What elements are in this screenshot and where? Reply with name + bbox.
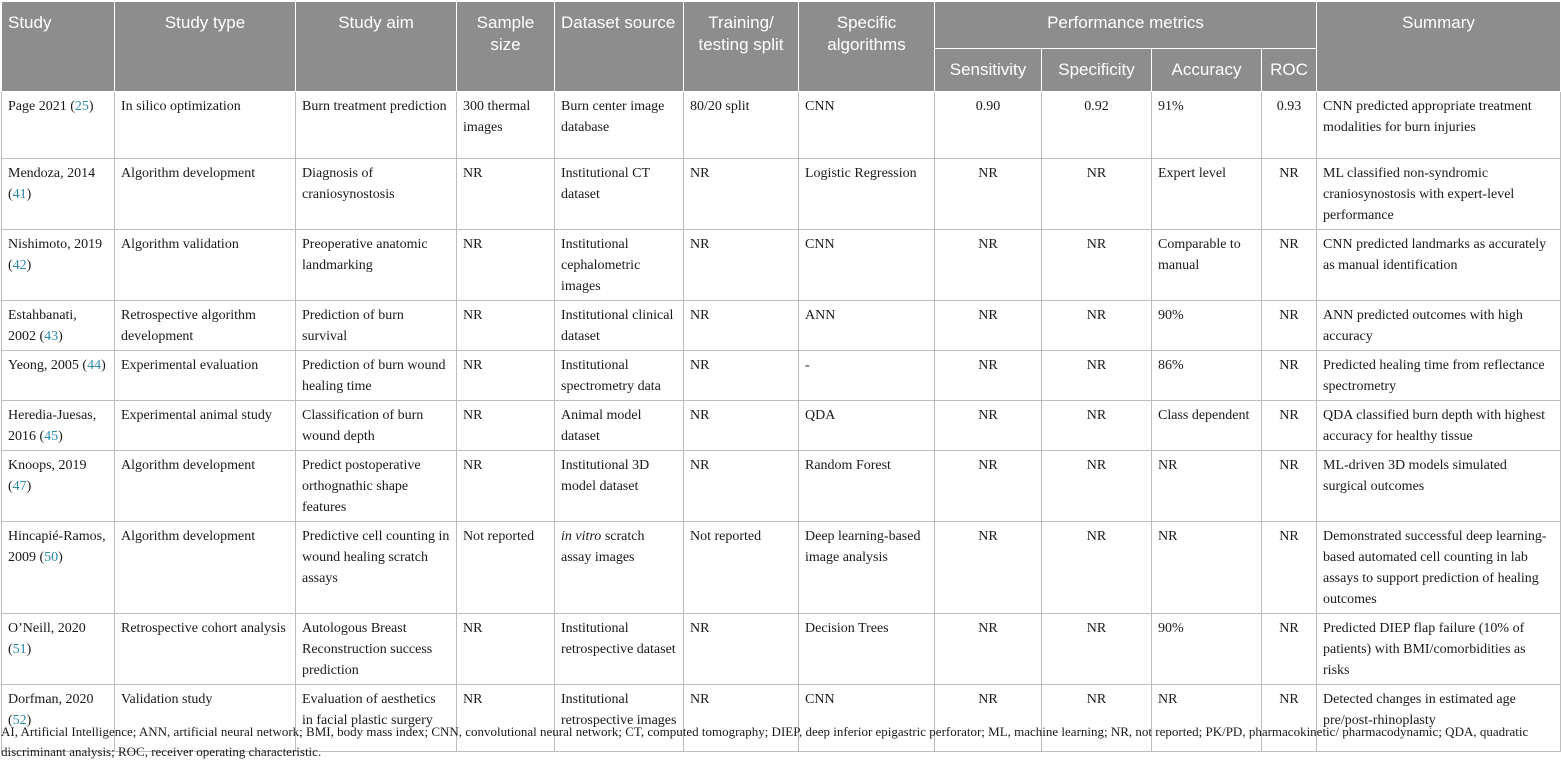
roc-cell: NR bbox=[1262, 351, 1317, 401]
dataset-source-cell: Animal model dataset bbox=[555, 401, 684, 451]
table-footnote: AI, Artificial Intelligence; ANN, artificial neural network; BMI, body mass index; CNN, convolutional neural network; CT, computed tomography; DIEP, deep inferior epigastric perforator; ML, machine learning; NR, not reported; PK/PD, pharmacokinetic/ pharmacodynamic; QDA, quadratic discriminant analysis; ROC, receiver operating characteristic. bbox=[1, 724, 1529, 759]
roc-cell: NR bbox=[1262, 401, 1317, 451]
accuracy-cell: Class dependent bbox=[1152, 401, 1262, 451]
table-row bbox=[2, 230, 1561, 301]
training-split-cell: 80/20 split bbox=[684, 92, 799, 159]
study-aim-cell: Predict postoperative orthognathic shape features bbox=[296, 451, 457, 522]
roc-cell: NR bbox=[1262, 522, 1317, 614]
sample-size-cell: NR bbox=[457, 401, 555, 451]
study-cell: Dorfman, 2020 (52) bbox=[2, 685, 115, 752]
dataset-source-cell: Institutional clinical dataset bbox=[555, 301, 684, 351]
header-training-split: Training/ testing split bbox=[684, 2, 799, 92]
reference-link[interactable]: 43 bbox=[44, 329, 59, 344]
algorithm-cell: QDA bbox=[799, 401, 935, 451]
roc-cell: NR bbox=[1262, 451, 1317, 522]
roc-cell: NR bbox=[1262, 614, 1317, 685]
study-type-cell: Retrospective cohort analysis bbox=[115, 614, 296, 685]
study-cell: Yeong, 2005 (44) bbox=[2, 351, 115, 401]
training-split-cell: NR bbox=[684, 614, 799, 685]
accuracy-cell: Expert level bbox=[1152, 159, 1262, 230]
algorithm-cell: Decision Trees bbox=[799, 614, 935, 685]
summary-cell: ML classified non-syndromic craniosynostosis with expert-level performance bbox=[1317, 159, 1561, 230]
sensitivity-cell: NR bbox=[935, 685, 1042, 752]
study-type-cell: Algorithm development bbox=[115, 451, 296, 522]
sample-size-cell: NR bbox=[457, 451, 555, 522]
sensitivity-cell: NR bbox=[935, 301, 1042, 351]
accuracy-cell: 86% bbox=[1152, 351, 1262, 401]
summary-cell: Detected changes in estimated age pre/post-rhinoplasty bbox=[1317, 685, 1561, 752]
sensitivity-cell: NR bbox=[935, 451, 1042, 522]
sensitivity-cell: NR bbox=[935, 159, 1042, 230]
header-study: Study bbox=[2, 2, 115, 92]
header-sample-size: Sample size bbox=[457, 2, 555, 92]
study-aim-cell: Predictive cell counting in wound healing scratch assays bbox=[296, 522, 457, 614]
specificity-cell: NR bbox=[1042, 230, 1152, 301]
study-aim-cell: Burn treatment prediction bbox=[296, 92, 457, 159]
summary-cell: Predicted DIEP flap failure (10% of patients) with BMI/comorbidities as risks bbox=[1317, 614, 1561, 685]
sensitivity-cell: NR bbox=[935, 522, 1042, 614]
study-type-cell: In silico optimization bbox=[115, 92, 296, 159]
dataset-source-cell: Institutional CT dataset bbox=[555, 159, 684, 230]
sample-size-cell: 300 thermal images bbox=[457, 92, 555, 159]
specificity-cell: 0.92 bbox=[1042, 92, 1152, 159]
table-row bbox=[2, 451, 1561, 522]
reference-link[interactable]: 45 bbox=[44, 429, 59, 444]
header-performance-metrics: Performance metrics bbox=[935, 2, 1317, 49]
summary-cell: ANN predicted outcomes with high accuracy bbox=[1317, 301, 1561, 351]
sensitivity-cell: NR bbox=[935, 351, 1042, 401]
dataset-source-cell: in vitro scratch assay images bbox=[555, 522, 684, 614]
accuracy-cell: Comparable to manual bbox=[1152, 230, 1262, 301]
study-aim-cell: Classification of burn wound depth bbox=[296, 401, 457, 451]
summary-cell: CNN predicted appropriate treatment modalities for burn injuries bbox=[1317, 92, 1561, 159]
algorithm-cell: Random Forest bbox=[799, 451, 935, 522]
header-dataset-source: Dataset source bbox=[555, 2, 684, 92]
table-row bbox=[2, 301, 1561, 351]
algorithm-cell: CNN bbox=[799, 92, 935, 159]
header-accuracy: Accuracy bbox=[1152, 49, 1262, 92]
study-type-cell: Algorithm development bbox=[115, 159, 296, 230]
sensitivity-cell: 0.90 bbox=[935, 92, 1042, 159]
header-roc: ROC bbox=[1262, 49, 1317, 92]
algorithm-cell: Logistic Regression bbox=[799, 159, 935, 230]
study-aim-cell: Prediction of burn wound healing time bbox=[296, 351, 457, 401]
algorithm-cell: CNN bbox=[799, 685, 935, 752]
reference-link[interactable]: 52 bbox=[12, 713, 27, 728]
reference-link[interactable]: 25 bbox=[74, 99, 89, 114]
roc-cell: 0.93 bbox=[1262, 92, 1317, 159]
studies-table bbox=[1, 1, 1561, 752]
header-sensitivity: Sensitivity bbox=[935, 49, 1042, 92]
accuracy-cell: NR bbox=[1152, 451, 1262, 522]
sample-size-cell: NR bbox=[457, 230, 555, 301]
dataset-source-cell: Institutional retrospective dataset bbox=[555, 614, 684, 685]
study-cell: Knoops, 2019 (47) bbox=[2, 451, 115, 522]
study-cell: Heredia-Juesas, 2016 (45) bbox=[2, 401, 115, 451]
header-specificity: Specificity bbox=[1042, 49, 1152, 92]
specificity-cell: NR bbox=[1042, 159, 1152, 230]
dataset-source-cell: Burn center image database bbox=[555, 92, 684, 159]
accuracy-cell: 91% bbox=[1152, 92, 1262, 159]
sample-size-cell: NR bbox=[457, 614, 555, 685]
header-study-type: Study type bbox=[115, 2, 296, 92]
reference-link[interactable]: 42 bbox=[12, 258, 27, 273]
training-split-cell: NR bbox=[684, 159, 799, 230]
study-cell: Page 2021 (25) bbox=[2, 92, 115, 159]
roc-cell: NR bbox=[1262, 301, 1317, 351]
study-type-cell: Retrospective algorithm development bbox=[115, 301, 296, 351]
accuracy-cell: 90% bbox=[1152, 614, 1262, 685]
study-type-cell: Experimental animal study bbox=[115, 401, 296, 451]
sample-size-cell: NR bbox=[457, 351, 555, 401]
header-study-aim: Study aim bbox=[296, 2, 457, 92]
accuracy-cell: 90% bbox=[1152, 301, 1262, 351]
table-row bbox=[2, 159, 1561, 230]
study-type-cell: Algorithm development bbox=[115, 522, 296, 614]
summary-cell: ML-driven 3D models simulated surgical outcomes bbox=[1317, 451, 1561, 522]
study-aim-cell: Diagnosis of craniosynostosis bbox=[296, 159, 457, 230]
specificity-cell: NR bbox=[1042, 451, 1152, 522]
dataset-source-cell: Institutional cephalometric images bbox=[555, 230, 684, 301]
specificity-cell: NR bbox=[1042, 522, 1152, 614]
dataset-source-cell: Institutional spectrometry data bbox=[555, 351, 684, 401]
training-split-cell: NR bbox=[684, 301, 799, 351]
study-cell: Estahbanati, 2002 (43) bbox=[2, 301, 115, 351]
study-cell: Nishimoto, 2019 (42) bbox=[2, 230, 115, 301]
specificity-cell: NR bbox=[1042, 614, 1152, 685]
specificity-cell: NR bbox=[1042, 401, 1152, 451]
specificity-cell: NR bbox=[1042, 685, 1152, 752]
training-split-cell: NR bbox=[684, 685, 799, 752]
study-aim-cell: Evaluation of aesthetics in facial plastic surgery bbox=[296, 685, 457, 752]
reference-link[interactable]: 51 bbox=[12, 642, 27, 657]
roc-cell: NR bbox=[1262, 159, 1317, 230]
accuracy-cell: NR bbox=[1152, 685, 1262, 752]
roc-cell: NR bbox=[1262, 230, 1317, 301]
table-row bbox=[2, 92, 1561, 159]
reference-link[interactable]: 41 bbox=[12, 187, 27, 202]
sensitivity-cell: NR bbox=[935, 401, 1042, 451]
summary-cell: CNN predicted landmarks as accurately as manual identification bbox=[1317, 230, 1561, 301]
study-aim-cell: Autologous Breast Reconstruction success prediction bbox=[296, 614, 457, 685]
training-split-cell: NR bbox=[684, 401, 799, 451]
roc-cell: NR bbox=[1262, 685, 1317, 752]
sample-size-cell: NR bbox=[457, 685, 555, 752]
sample-size-cell: NR bbox=[457, 159, 555, 230]
sensitivity-cell: NR bbox=[935, 230, 1042, 301]
table-body bbox=[2, 92, 1561, 752]
header-specific-algorithms: Specific algorithms bbox=[799, 2, 935, 92]
training-split-cell: NR bbox=[684, 451, 799, 522]
table-row bbox=[2, 522, 1561, 614]
summary-cell: QDA classified burn depth with highest accuracy for healthy tissue bbox=[1317, 401, 1561, 451]
accuracy-cell: NR bbox=[1152, 522, 1262, 614]
header-summary: Summary bbox=[1317, 2, 1561, 92]
algorithm-cell: - bbox=[799, 351, 935, 401]
study-type-cell: Experimental evaluation bbox=[115, 351, 296, 401]
dataset-source-cell: Institutional retrospective images bbox=[555, 685, 684, 752]
sensitivity-cell: NR bbox=[935, 614, 1042, 685]
training-split-cell: Not reported bbox=[684, 522, 799, 614]
algorithm-cell: ANN bbox=[799, 301, 935, 351]
table-row bbox=[2, 401, 1561, 451]
study-type-cell: Validation study bbox=[115, 685, 296, 752]
reference-link[interactable]: 47 bbox=[12, 479, 27, 494]
study-type-cell: Algorithm validation bbox=[115, 230, 296, 301]
summary-cell: Predicted healing time from reflectance spectrometry bbox=[1317, 351, 1561, 401]
specificity-cell: NR bbox=[1042, 351, 1152, 401]
algorithm-cell: CNN bbox=[799, 230, 935, 301]
study-cell: Mendoza, 2014 (41) bbox=[2, 159, 115, 230]
reference-link[interactable]: 44 bbox=[87, 358, 102, 373]
study-cell: O’Neill, 2020 (51) bbox=[2, 614, 115, 685]
table-row bbox=[2, 351, 1561, 401]
sample-size-cell: NR bbox=[457, 301, 555, 351]
study-aim-cell: Preoperative anatomic landmarking bbox=[296, 230, 457, 301]
study-aim-cell: Prediction of burn survival bbox=[296, 301, 457, 351]
table-row bbox=[2, 614, 1561, 685]
reference-link[interactable]: 50 bbox=[44, 550, 59, 565]
specificity-cell: NR bbox=[1042, 301, 1152, 351]
training-split-cell: NR bbox=[684, 351, 799, 401]
dataset-source-cell: Institutional 3D model dataset bbox=[555, 451, 684, 522]
training-split-cell: NR bbox=[684, 230, 799, 301]
sample-size-cell: Not reported bbox=[457, 522, 555, 614]
summary-cell: Demonstrated successful deep learning-based automated cell counting in lab assays to support prediction of healing outcomes bbox=[1317, 522, 1561, 614]
study-cell: Hincapié-Ramos, 2009 (50) bbox=[2, 522, 115, 614]
algorithm-cell: Deep learning-based image analysis bbox=[799, 522, 935, 614]
